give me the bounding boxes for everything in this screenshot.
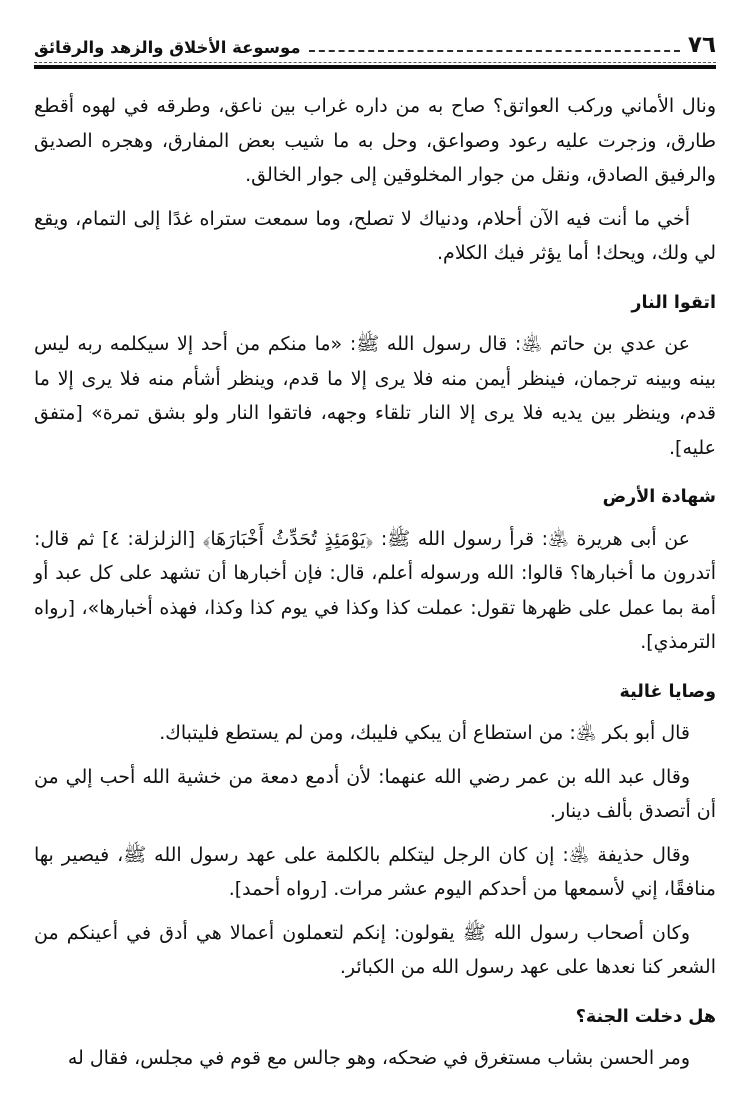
section-heading-did-you-enter-paradise: هل دخلت الجنة؟ (575, 1006, 716, 1027)
paragraph: ومر الحسن بشاب مستغرق في ضحكه، وهو جالس مع قوم في مجلس، فقال له (67, 1047, 690, 1069)
page-header (34, 34, 716, 57)
paragraph: أخي ما أنت فيه الآن أحلام، ودنياك لا تصلح، وما سمعت ستراه غدًا إلى التمام، ويقع لي ولك، ويحك! أما يؤثر فيك الكلام. (34, 207, 716, 264)
section-heading-precious-advice: وصايا غالية (619, 681, 716, 702)
section-heading-earth-testimony: شهادة الأرض (602, 487, 716, 507)
header-leader-line (309, 50, 680, 52)
header-rule-dashed (34, 62, 716, 63)
header-rule-thick (34, 65, 716, 69)
book-title: موسوعة الأخلاق والزهد والرقائق (34, 37, 301, 57)
content-area (34, 89, 716, 1076)
page-number: ٧٦ (687, 32, 716, 58)
paragraph-quote: وقال عبد الله بن عمر رضي الله عنهما: لأن أدمع دمعة من خشية الله أحب إلي من أن أتصدق بألف دينار. (34, 765, 716, 822)
paragraph-quote: وقال حذيفة ﵁: إن كان الرجل ليتكلم بالكلمة على عهد رسول الله ﷺ، فيصير بها منافقًا، إني لأسمعها من أحدكم اليوم عشر مرات. [رواه أحمد]. (34, 843, 716, 900)
paragraph-continuation: ونال الأماني وركب العواتق؟ صاح به من داره غراب بين ناعق، وطرقه في لهوه أقطع طارق، وزجرت عليه رعود وصواعق، وحل به ما شيب بعض المفارق، وهجره الصديق والرفيق الصادق، ونقل من جوار المخلوقين إلى جوار الخالق. (34, 95, 716, 186)
section-heading-fear-the-fire: اتقوا النار (631, 292, 716, 313)
paragraph-hadith: عن أبى هريرة ﵁: قرأ رسول الله ﷺ: ﴿يَوْمَئِذٍ تُحَدِّثُ أَخْبَارَهَا﴾ [الزلزلة: ٤] ثم قال: أتدرون ما أخبارها؟ قالوا: الله ورسوله أعلم، قال: فإن أخبارها أن تشهد على كل عبد أو أمة بما عمل على ظهرها تقول: عملت كذا وكذا في يوم كذا وكذا، فهذه أخبارها»، [رواه الترمذي]. (34, 527, 716, 653)
paragraph-quote: وكان أصحاب رسول الله ﷺ يقولون: إنكم لتعملون أعمالا هي أدق في أعينكم من الشعر كنا نعدها على عهد رسول الله من الكبائر. (34, 921, 716, 978)
paragraph-hadith: عن عدي بن حاتم ﵁: قال رسول الله ﷺ: «ما منكم من أحد إلا سيكلمه ربه ليس بينه وبينه ترجمان، فينظر أيمن منه فلا يرى إلا ما قدم، وينظر أشأم منه فلا يرى إلا ما قدم، وينظر بين يديه فلا يرى إلا النار تلقاء وجهه، فاتقوا النار ولو بشق تمرة» [متفق عليه]. (34, 333, 716, 459)
paragraph-quote: قال أبو بكر ﵁: من استطاع أن يبكي فليبك، ومن لم يستطع فليتباك. (159, 722, 690, 744)
